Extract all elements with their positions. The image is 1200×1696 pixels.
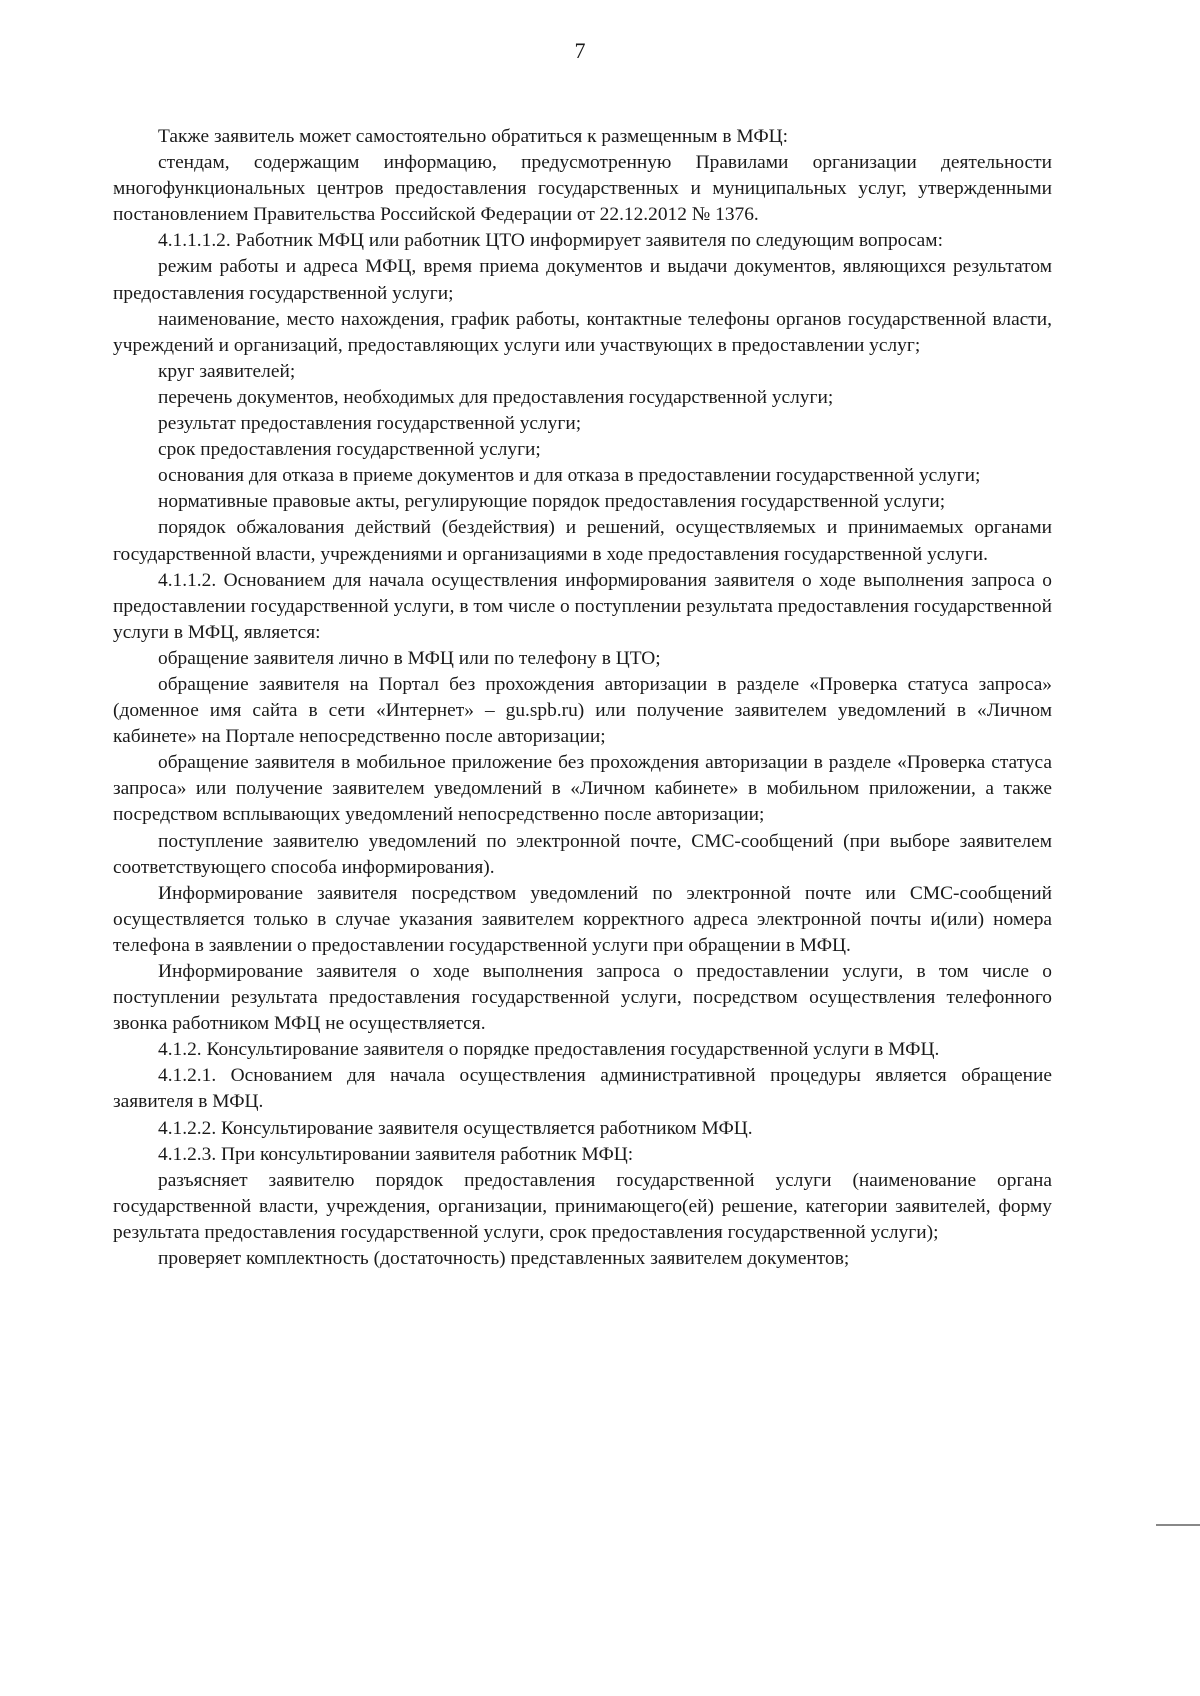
paragraph: Также заявитель может самостоятельно обратиться к размещенным в МФЦ: (158, 126, 789, 147)
paragraph: порядок обжалования действий (бездействия) и решений, осуществляемых и принимаемых органами государственной власти, учреждениями и организациями в ходе предоставления государственной услуги. (113, 517, 1052, 565)
scan-edge-mark (1156, 1524, 1200, 1526)
paragraph: результат предоставления государственной услуги; (158, 413, 582, 435)
paragraph: разъясняет заявителю порядок предоставления государственной услуги (наименование органа государственной власти, учреждения, организации, принимающего(ей) решение, категории заявителей, форму результата предоставления государственной услуги, срок предоставления государственной услуги); (113, 1169, 1052, 1243)
paragraph: 4.1.2.3. При консультировании заявителя работник МФЦ: (158, 1143, 634, 1165)
paragraph: стендам, содержащим информацию, предусмотренную Правилами организации деятельности многофункциональных центров предоставления государственных и муниципальных услуг, утвержденными постановлением Правительства Российской Федерации от 22.12.2012 № 1376. (113, 152, 1052, 226)
paragraph: обращение заявителя на Портал без прохождения авторизации в разделе «Проверка статуса запроса» (доменное имя сайта в сети «Интернет» – gu.spb.ru) или получение заявителем уведомлений в «Личном кабинете» на Портале непосредственно после авторизации; (113, 673, 1052, 748)
paragraph: 4.1.2.2. Консультирование заявителя осуществляется работником МФЦ. (158, 1117, 753, 1139)
paragraph: перечень документов, необходимых для предоставления государственной услуги; (158, 386, 834, 408)
paragraph: нормативные правовые акты, регулирующие порядок предоставления государственной услуги; (158, 491, 946, 513)
paragraph: 4.1.2.1. Основанием для начала осуществления административной процедуры является обращение заявителя в МФЦ. (113, 1065, 1052, 1113)
paragraph: 4.1.1.1.2. Работник МФЦ или работник ЦТО информирует заявителя по следующим вопросам: (158, 230, 943, 252)
document-body (113, 124, 1052, 1272)
paragraph: наименование, место нахождения, график работы, контактные телефоны органов государственной власти, учреждений и организаций, предоставляющих услуги или участвующих в предоставлении услуг; (113, 308, 1052, 356)
paragraph: Информирование заявителя о ходе выполнения запроса о предоставлении услуги, в том числе о поступлении результата предоставления государственной услуги, посредством осуществления телефонного звонка работником МФЦ не осуществляется. (113, 961, 1052, 1035)
paragraph: проверяет комплектность (достаточность) представленных заявителем документов; (158, 1248, 850, 1270)
paragraph: обращение заявителя лично в МФЦ или по телефону в ЦТО; (158, 647, 661, 669)
paragraph: 4.1.2. Консультирование заявителя о порядке предоставления государственной услуги в МФЦ. (158, 1039, 940, 1061)
paragraph: круг заявителей; (158, 360, 296, 382)
paragraph: поступление заявителю уведомлений по электронной почте, СМС-сообщений (при выборе заявителем соответствующего способа информирования). (113, 830, 1052, 878)
paragraph: обращение заявителя в мобильное приложение без прохождения авторизации в разделе «Проверка статуса запроса» или получение заявителем уведомлений в «Личном кабинете» в мобильном приложении, а также посредством всплывающих уведомлений непосредственно после авторизации; (113, 752, 1052, 826)
paragraph: срок предоставления государственной услуги; (158, 439, 541, 461)
page-number: 7 (574, 38, 586, 63)
paragraph: 4.1.1.2. Основанием для начала осуществления информирования заявителя о ходе выполнения запроса о предоставлении государственной услуги, в том числе о поступлении результата предоставления государственной услуги в МФЦ, является: (113, 569, 1052, 643)
paragraph: основания для отказа в приеме документов и для отказа в предоставлении государственной услуги; (158, 465, 981, 487)
paragraph: Информирование заявителя посредством уведомлений по электронной почте или СМС-сообщений осуществляется только в случае указания заявителем корректного адреса электронной почты и(или) номера телефона в заявлении о предоставлении государственной услуги при обращении в МФЦ. (113, 882, 1052, 956)
paragraph: режим работы и адреса МФЦ, время приема документов и выдачи документов, являющихся результатом предоставления государственной услуги; (113, 256, 1052, 304)
